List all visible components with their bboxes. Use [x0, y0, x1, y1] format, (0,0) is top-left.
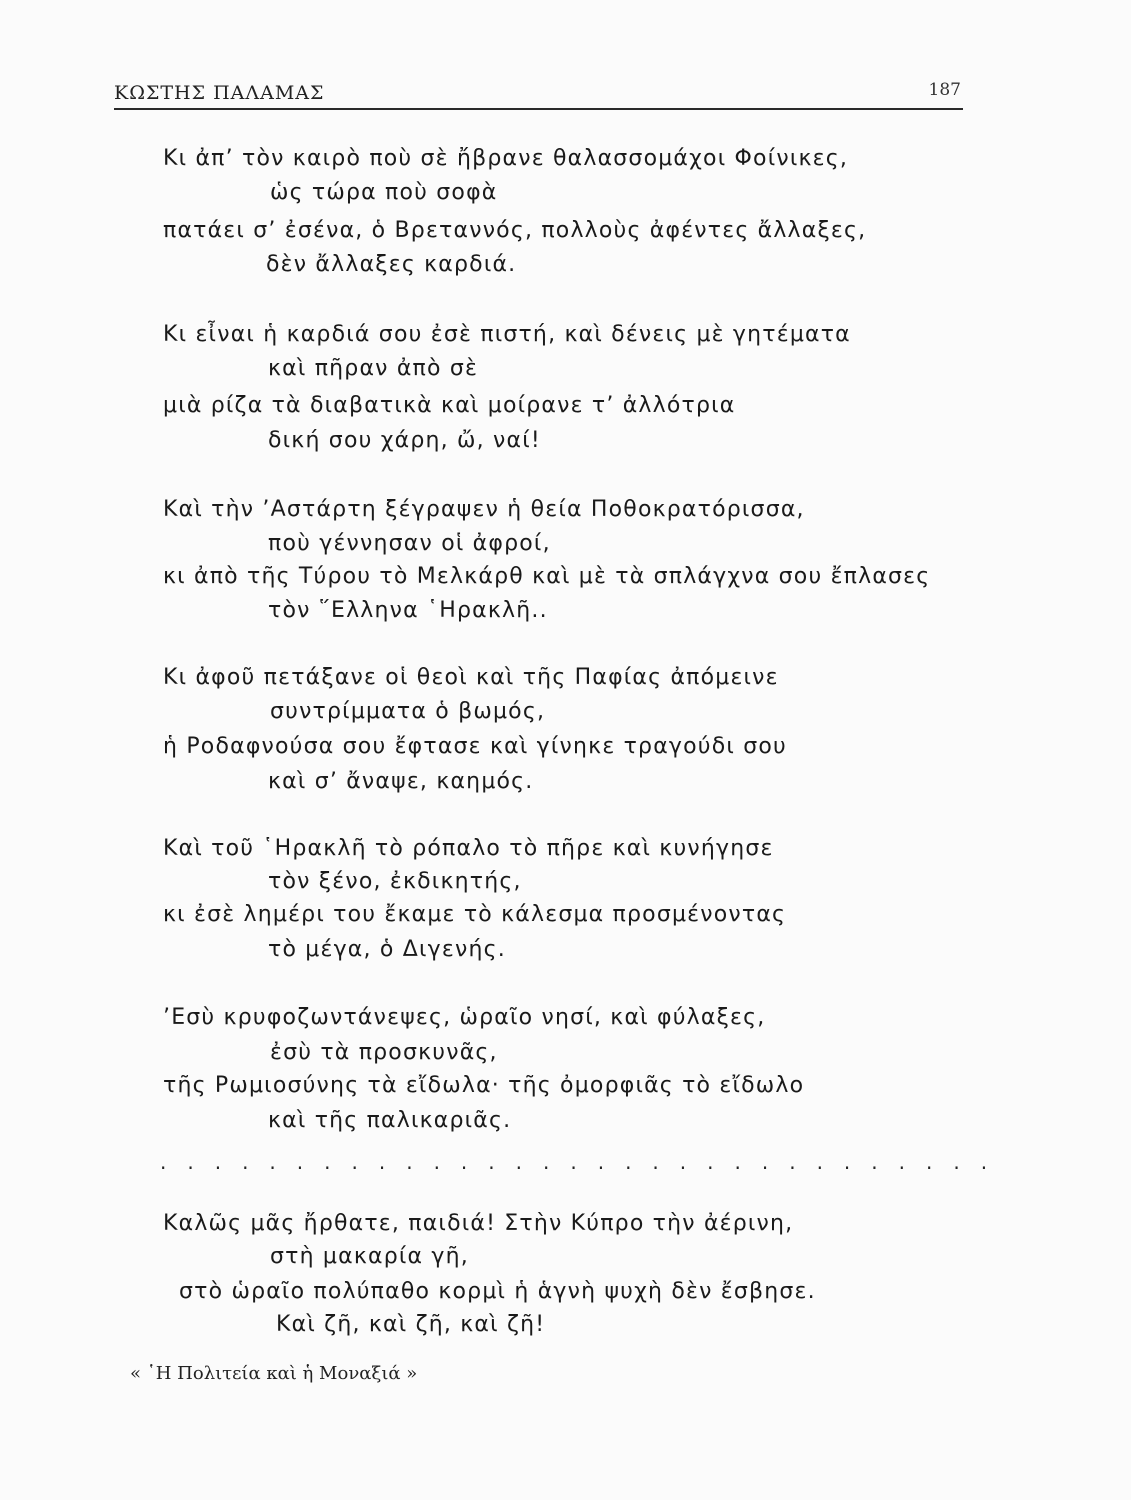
poem-line: καὶ σ’ ἄναψε, καημός. [268, 769, 534, 794]
poem-line: ἡ Ροδαφνούσα σου ἔφτασε καὶ γίνηκε τραγούδι σου [163, 734, 787, 759]
poem-line: στὸ ὡραῖο πολύπαθο κορμὶ ἡ ἁγνὴ ψυχὴ δὲν ἔσβησε. [179, 1279, 816, 1304]
poem-line: καὶ τῆς παλικαριᾶς. [268, 1108, 512, 1133]
poem-line: πατάει σ’ ἐσένα, ὁ Βρεταννός, πολλοὺς ἀφέντες ἄλλαξες, [163, 218, 867, 243]
poem-line: δὲν ἄλλαξες καρδιά. [266, 252, 517, 277]
poem-line: τὸ μέγα, ὁ Διγενής. [268, 937, 506, 962]
poem-line: ποὺ γέννησαν οἱ ἀφροί, [268, 531, 551, 556]
poem-line: συντρίμματα ὁ βωμός, [270, 699, 546, 724]
source-citation: « ῾Η Πολιτεία καὶ ἡ Μοναξιά » [130, 1363, 418, 1384]
page-number: 187 [928, 80, 961, 100]
poem-line: Καλῶς μᾶς ἤρθατε, παιδιά! Στὴν Κύπρο τὴν ἀέρινη, [163, 1211, 794, 1236]
poem-line: Κι εἶναι ἡ καρδιά σου ἐσὲ πιστή, καὶ δένεις μὲ γητέματα [163, 322, 851, 347]
poem-line: ὡς τώρα ποὺ σοφὰ [270, 180, 498, 205]
poem-line: δική σου χάρη, ὤ, ναί! [268, 428, 541, 453]
poem-line: κι ἀπὸ τῆς Τύρου τὸ Μελκάρθ καὶ μὲ τὰ σπλάγχνα σου ἔπλασες [163, 564, 931, 589]
running-head-author: ΚΩΣΤΗΣ ΠΑΛΑΜΑΣ [114, 82, 325, 104]
poem-line: Κι ἀπ’ τὸν καιρὸ ποὺ σὲ ἤβρανε θαλασσομάχοι Φοίνικες, [163, 146, 849, 171]
poem-line: τὸν ῞Ελληνα ῾Ηρακλῆ.. [268, 598, 548, 623]
ellipsis-line: ............................... [160, 1150, 1009, 1174]
poem-line: μιὰ ρίζα τὰ διαβατικὰ καὶ μοίρανε τ’ ἀλλότρια [163, 393, 736, 418]
poem-line: καὶ πῆραν ἀπὸ σὲ [268, 356, 479, 381]
poem-line: Καὶ τοῦ ῾Ηρακλῆ τὸ ρόπαλο τὸ πῆρε καὶ κυνήγησε [163, 836, 774, 861]
poem-line: τὸν ξένο, ἐκδικητής, [268, 869, 522, 894]
poem-line: Καὶ ζῆ, καὶ ζῆ, καὶ ζῆ! [276, 1312, 546, 1337]
poem-line: Καὶ τὴν ’Αστάρτη ξέγραψεν ἡ θεία Ποθοκρατόρισσα, [163, 497, 805, 522]
poem-line: ἐσὺ τὰ προσκυνᾶς, [270, 1040, 498, 1065]
poem-line: στὴ μακαρία γῆ, [270, 1244, 469, 1269]
poem-line: τῆς Ρωμιοσύνης τὰ εἴδωλα· τῆς ὀμορφιᾶς τὸ εἴδωλο [163, 1073, 805, 1098]
poem-line: ’Εσὺ κρυφοζωντάνεψες, ὡραῖο νησί, καὶ φύλαξες, [163, 1005, 766, 1030]
poem-line: κι ἐσὲ λημέρι του ἔκαμε τὸ κάλεσμα προσμένοντας [163, 902, 787, 927]
poem-line: Κι ἀφοῦ πετάξανε οἱ θεοὶ καὶ τῆς Παφίας ἀπόμεινε [163, 665, 779, 690]
